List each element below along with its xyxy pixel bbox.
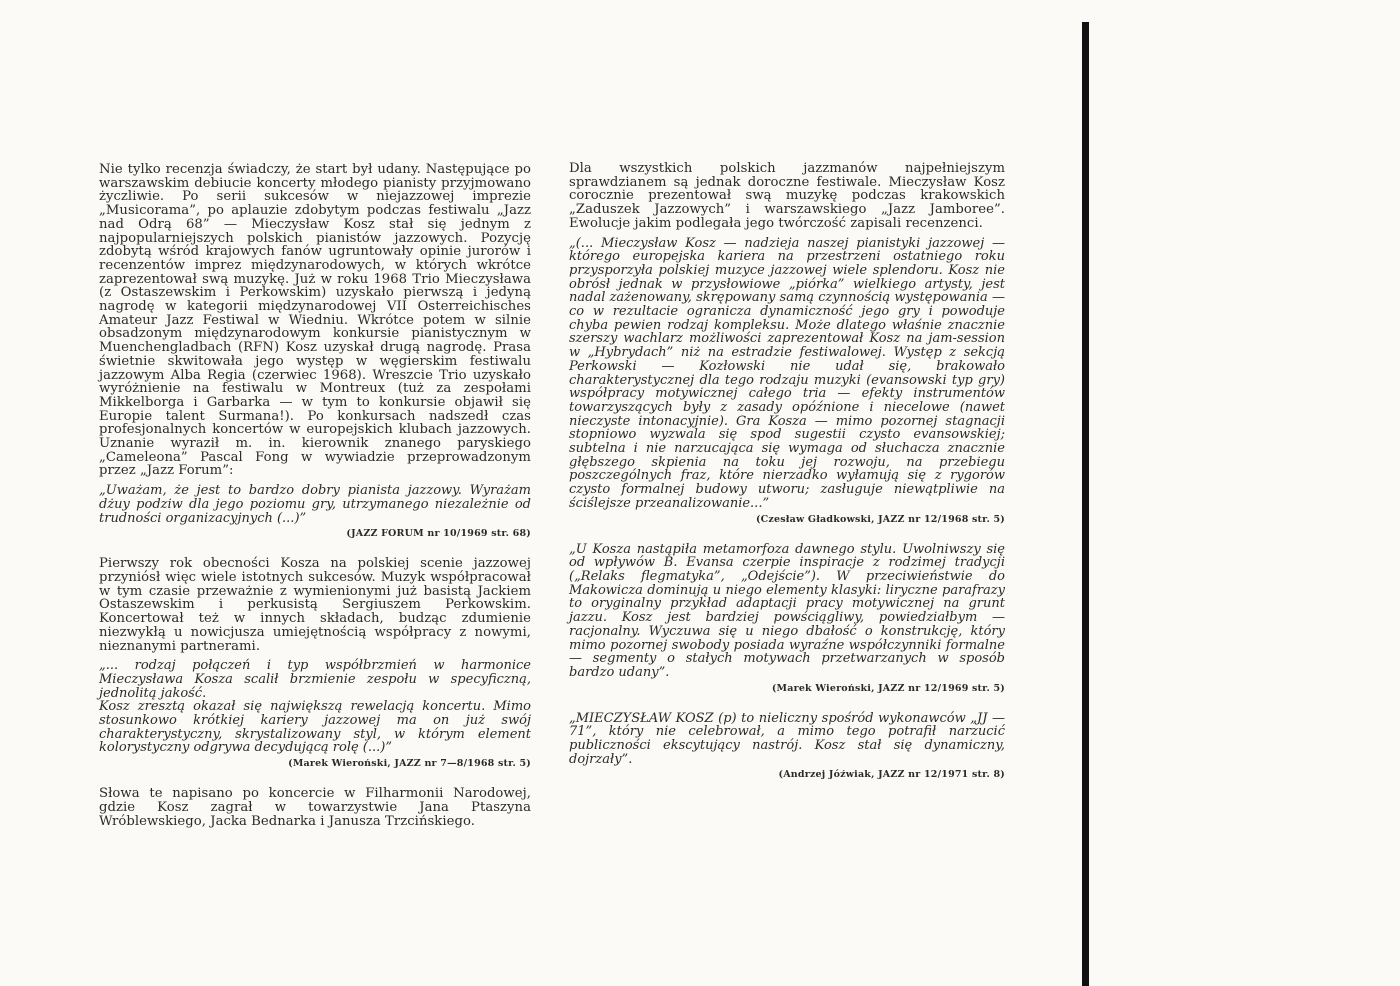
left-third-paragraph: Słowa te napisano po koncercie w Filharmonii Narodowej, gdzie Kosz zagrał w towarzystwie Jana Ptaszyna Wróblewskiego, Jacka Bednarka i Janusza Trzcińskiego. [99, 786, 531, 829]
right-source-wieronski: (Marek Wieroński, JAZZ nr 12/1969 str. 5) [771, 682, 1005, 694]
right-quote-wieronski: „U Kosza nastąpiła metamorfoza dawnego stylu. Uwolniwszy się od wpływów B. Evansa czerpie inspiracje z rodzimej tradycji („Relaks flegmatyka”, „Odejście”). W przeciwieństwie do Makowicza dominują u niego elementy klasyki: liryczne parafrazy to oryginalny przykład adaptacji pracy motywicznej na grunt jazzu. Kosz jest bardziej powściągliwy, powiedziałbym — racjonalny. Wyczuwa się u niego dbałość o konstrukcję, który mimo pozornej swobody posiada wyraźne współczynniki formalne — segmenty o stałych motywach przetwarzanych w sposób bardzo udany”. [569, 541, 1005, 680]
right-intro-paragraph: Dla wszystkich polskich jazzmanów najpełniejszym sprawdzianem są jednak doroczne festiwale. Mieczysław Kosz corocznie prezentował swą muzykę podczas krakowskich „Zaduszek Jazzowych” i warszawskiego „Jazz Jamboree”. Ewolucje jakim podlegała jego twórczość zapisali recenzenci. [569, 161, 1005, 231]
left-column [99, 163, 531, 828]
right-column [569, 162, 1005, 781]
left-source-wieronski: (Marek Wieroński, JAZZ nr 7—8/1968 str. 5) [288, 758, 531, 770]
left-quote-jazz-forum: „Uważam, że jest to bardzo dobry pianista jazzowy. Wyrażam dżuy podziw dla jego poziomu gry, utrzymanego niezależnie od trudności organizacyjnych (...)” [99, 483, 531, 526]
binding-edge-line [1082, 22, 1089, 986]
left-source-jazz-forum: (JAZZ FORUM nr 10/1969 str. 68) [346, 528, 531, 540]
right-source-jozwiak: (Andrzej Jóźwiak, JAZZ nr 12/1971 str. 8) [778, 769, 1005, 781]
left-quote-wieronski-a: „... rodzaj połączeń i typ współbrzmień w harmonice Mieczysława Kosza scalił brzmienie zespołu w specyficzną, jednolitą jakość. [99, 658, 531, 701]
left-second-paragraph: Pierwszy rok obecności Kosza na polskiej scenie jazzowej przyniósł więc wiele istotnych sukcesów. Muzyk współpracował w tym czasie przeważnie z wymienionymi już basistą Jackiem Ostaszewskim i perkusistą Sergiuszem Perkowskim. Koncertował też w innych składach, budząc zdumienie niezwykłą u nowicjusza umiejętnością współpracy z nowymi, nieznanymi partnerami. [99, 556, 531, 654]
left-quote-wieronski-b: Kosz zresztą okazał się największą rewelacją koncertu. Mimo stosunkowo krótkiej kariery jazzowej ma on już swój charakterystyczny, skrystalizowany styl, w którym element kolorystyczny odgrywa decydującą rolę (...)” [99, 699, 531, 756]
right-quote-jozwiak: „MIECZYSŁAW KOSZ (p) to nieliczny spośród wykonawców „JJ — 71”, który nie celebrował, a mimo tego potrafił narzucić publiczności ekscytujący nastrój. Kosz stał się dynamiczny, dojrzały”. [569, 710, 1005, 767]
left-intro-paragraph: Nie tylko recenzja świadczy, że start był udany. Następujące po warszawskim debiucie koncerty młodego pianisty przyjmowano życzliwie. Po serii sukcesów w niejazzowej imprezie „Musicorama”, po aplauzie zdobytym podczas festiwalu „Jazz nad Odrą 68” — Mieczysław Kosz stał się jednym z najpopularniejszych polskich pianistów jazzowych. Pozycję zdobytą wśród krajowych fanów ugruntowały opinie jurorów i recenzentów imprez międzynarodowych, w których wkrótce zaprezentował swą muzykę. Już w roku 1968 Trio Mieczysława (z Ostaszewskim i Perkowskim) uzyskało pierwszą i jedyną nagrodę w kategorii międzynarodowej VII Osterreichisches Amateur Jazz Festiwal w Wiedniu. Wkrótce potem w silnie obsadzonym międzynarodowym konkursie pianistycznym w Muenchengladbach (RFN) Kosz uzyskał drugą nagrodę. Prasa świetnie skwitowała jego występ w węgierskim festiwalu jazzowym Alba Regia (czerwiec 1968). Wreszcie Trio uzyskało wyróżnienie na festiwalu w Montreux (tuż za zespołami Mikkelborga i Garbarka — w tym to konkursie objawił się Europie talent Surmana!). Po konkursach nadszedł czas profesjonalnych koncertów w europejskich klubach jazzowych. Uznanie wyraził m. in. kierownik znanego paryskiego „Cameleona” Pascal Fong w wywiadzie przeprowadzonym przez „Jazz Forum”: [99, 162, 531, 479]
right-quote-gladkowski: „(... Mieczysław Kosz — nadzieja naszej pianistyki jazzowej — którego europejska kariera na przestrzeni ostatniego roku przysporzyła polskiej muzyce jazzowej wiele splendoru. Kosz nie obrósł jednak w przysłowiowe „piórka” wielkiego artysty, jest nadal zażenowany, skrępowany samą czynnością występowania — co w rezultacie ogranicza dynamiczność jego gry i powoduje chyba pewien rodzaj kompleksu. Może dlatego właśnie znacznie szerszy wachlarz możliwości zaprezentował Kosz na jam-session w „Hybrydach” niż na estradzie festiwalowej. Występ z sekcją Perkowski — Kozłowski nie udał się, brakowało charakterystycznej dla tego rodzaju muzyki (evansowski typ gry) współpracy motywicznej całego tria — efekty instrumentów towarzyszących były z zasady opóźnione i niecelowe (nawet nieczyste intonacyjnie). Gra Kosza — mimo pozornej stagnacji stopniowo wyzwala się spod sugestii czysto evansowskiej; subtelna i nie narzucająca się wymaga od słuchacza znacznie głębszego skpienia na toku jej rozwoju, na przebiegu poszczególnych fraz, które nierzadko wyłamują się z rygorów czysto formalnej budowy utworu; zasługuje niewątpliwie na ściślejsze przeanalizowanie...” [569, 235, 1005, 511]
right-source-gladkowski: (Czesław Gładkowski, JAZZ nr 12/1968 str. 5) [755, 513, 1005, 525]
